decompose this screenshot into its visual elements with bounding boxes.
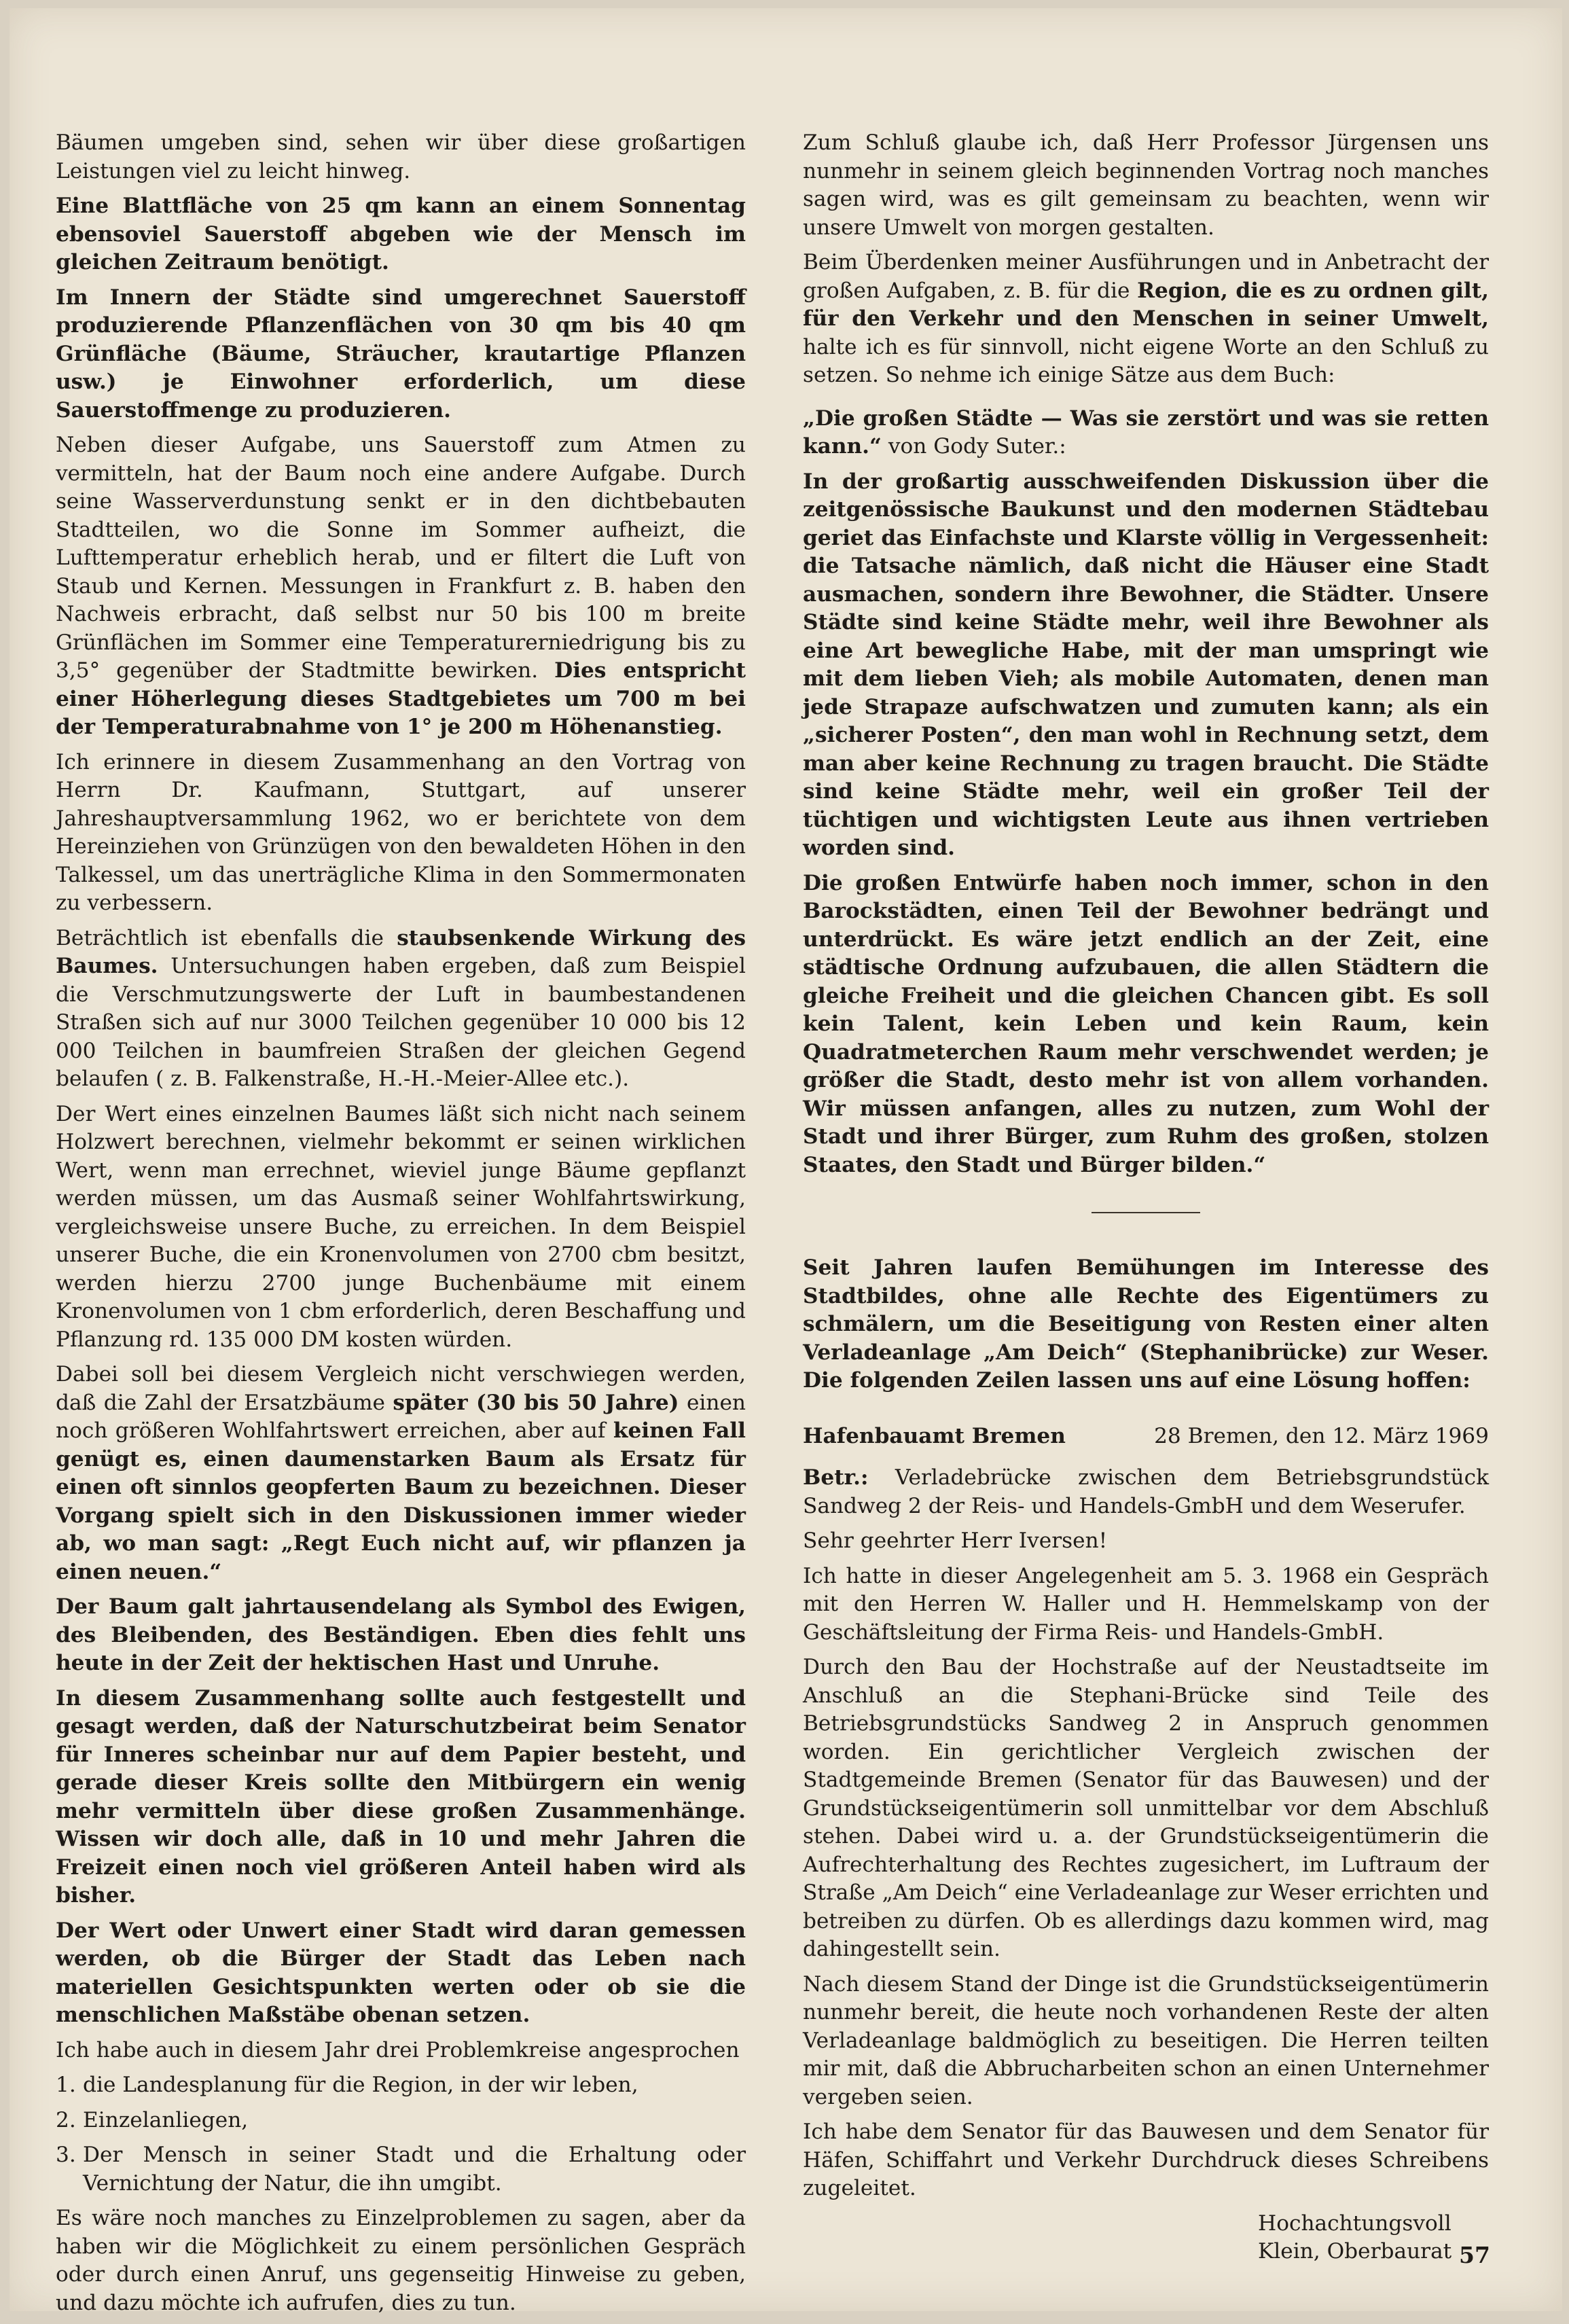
- paragraph: Zum Schluß glaube ich, daß Herr Professor Jürgensen uns nunmehr in seinem gleich beginnenden Vortrag noch manches sagen wird, was es gilt gemeinsam zu beachten, wenn wir unsere Umwelt von morgen gestalten.: [803, 130, 1489, 240]
- paragraph: Der Wert oder Unwert einer Stadt wird daran gemessen werden, ob die Bürger der Stadt das Leben nach materiellen Gesichtspunkten werten oder ob sie die menschlichen Maßstäbe obenan setzen.: [56, 1918, 746, 2027]
- quote-paragraph: In der großartig ausschweifenden Diskussion über die zeitgenössische Baukunst und den modernen Städtebau geriet das Einfachste und Klarste völlig in Vergessenheit: die Tatsache nämlich, daß nicht die Häuser eine Stadt ausmachen, sondern ihre Bewohner, die Städter. Unsere Städte sind keine Städte mehr, weil ihre Bewohner als eine Art bewegliche Habe, mit der man umspringt wie mit dem lieben Vieh; als mobile Automaten, denen man jede Strapaze aufschwatzen und zumuten kann; als ein „sicherer Posten“, den man wohl in Rechnung setzt, dem man aber keine Rechnung zu tragen braucht. Die Städte sind keine Städte mehr, weil ein großer Teil der tüchtigen und wichtigsten Leute aus ihnen vertrieben worden sind.: [803, 469, 1489, 860]
- letter-paragraph: Durch den Bau der Hochstraße auf der Neustadtseite im Anschluß an die Stephani-Brücke sind Teile des Betriebsgrundstücks Sandweg 2 in Anspruch genommen worden. Ein gerichtlicher Vergleich zwischen der Stadtgemeinde Bremen (Senator für das Bauwesen) und der Grundstückseigentümerin soll unmittelbar vor dem Abschluß stehen. Dabei wird u. a. der Grundstückseigentümerin die Aufrechterhaltung des Rechtes zugesichert, im Luftraum der Straße „Am Deich“ eine Verladeanlage zur Weser errichten und betreiben zu dürfen. Ob es allerdings dazu kommen wird, mag dahingestellt sein.: [803, 1655, 1489, 1961]
- signature-name: Klein, Oberbaurat: [1258, 2239, 1452, 2264]
- paragraph: Im Innern der Städte sind umgerechnet Sauerstoff produzierende Pflanzenflächen von 30 qm bis 40 qm Grünfläche (Bäume, Sträucher, krautartige Pflanzen usw.) je Einwohner erforderlich, um diese Sauerstoffmenge zu produzieren.: [56, 285, 746, 423]
- paragraph: In diesem Zusammenhang sollte auch festgestellt und gesagt werden, daß der Naturschutzbeirat beim Senator für Inneres scheinbar nur auf dem Papier besteht, und gerade dieser Kreis sollte den Mitbürgern ein wenig mehr vermitteln über diese großen Zusammenhänge. Wissen wir doch alle, daß in 10 und mehr Jahren die Freizeit einen noch viel größeren Anteil haben wird als bisher.: [56, 1685, 746, 1908]
- letter-intro: Seit Jahren laufen Bemühungen im Interesse des Stadtbildes, ohne alle Rechte des Eigentümers zu schmälern, um die Beseitigung von Resten einer alten Verladeanlage „Am Deich“ (Stephanibrücke) zur Weser. Die folgenden Zeilen lassen uns auf eine Lösung hoffen:: [803, 1255, 1489, 1393]
- problem-list: [56, 2071, 746, 2198]
- letter-subject: Betr.: Verladebrücke zwischen dem Betriebsgrundstück Sandweg 2 der Reis- und Handels-GmbH und dem Weserufer.: [803, 1465, 1489, 1518]
- list-item: 3. Der Mensch in seiner Stadt und die Erhaltung oder Vernichtung der Natur, die ihn umgibt.: [56, 2143, 746, 2196]
- document-page: [10, 8, 1562, 2315]
- right-column: [803, 129, 1489, 2266]
- paragraph: Der Wert eines einzelnen Baumes läßt sich nicht nach seinem Holzwert berechnen, vielmehr bekommt er seinen wirklichen Wert, wenn man errechnet, wieviel junge Bäume gepflanzt werden müssen, um das Ausmaß seiner Wohlfahrtswirkung, vergleichsweise unsere Buche, zu erreichen. In dem Beispiel unserer Buche, die ein Kronenvolumen von 2700 cbm besitzt, werden hierzu 2700 junge Buchenbäume mit einem Kronenvolumen von 1 cbm erforderlich, deren Beschaffung und Pflanzung rd. 135 000 DM kosten würden.: [56, 1101, 746, 1352]
- list-item: 2. Einzelanliegen,: [56, 2107, 249, 2132]
- paragraph: Beim Überdenken meiner Ausführungen und in Anbetracht der großen Aufgaben, z. B. für die Region, die es zu ordnen gilt, für den Verkehr und den Menschen in seiner Umwelt, halte ich es für sinnvoll, nicht eigene Worte an den Schluß zu setzen. So nehme ich einige Sätze aus dem Buch:: [803, 250, 1489, 387]
- letter-sender: Hafenbauamt Bremen: [803, 1423, 1066, 1448]
- left-column: [56, 129, 746, 2324]
- paragraph: Der Baum galt jahrtausendelang als Symbol des Ewigen, des Bleibenden, des Beständigen. Eben dies fehlt uns heute in der Zeit der hektischen Hast und Unruhe.: [56, 1594, 746, 1675]
- page-number: 57: [1459, 2242, 1490, 2268]
- quote-title: „Die großen Städte — Was sie zerstört und was sie retten kann.“ von Gody Suter.:: [803, 406, 1489, 459]
- paragraph: Bäumen umgeben sind, sehen wir über diese großartigen Leistungen viel zu leicht hinweg.: [56, 130, 746, 183]
- letter-header: [803, 1423, 1489, 1451]
- paragraph: Beträchtlich ist ebenfalls die staubsenkende Wirkung des Baumes. Untersuchungen haben ergeben, daß zum Beispiel die Verschmutzungswerte der Luft in baumbestandenen Straßen sich auf nur 3000 Teilchen gegenüber 10 000 bis 12 000 Teilchen in baumfreien Straßen der gleichen Gegend belaufen ( z. B. Falkenstraße, H.-H.-Meier-Allee etc.).: [56, 925, 746, 1091]
- letter-paragraph: Nach diesem Stand der Dinge ist die Grundstückseigentümerin nunmehr bereit, die heute noch vorhandenen Reste der alten Verladeanlage baldmöglich zu beseitigen. Die Herren teilten mir mit, daß die Abbrucharbeiten schon an einen Unternehmer vergeben seien.: [803, 1971, 1489, 2109]
- letter-signature: [1258, 2210, 1489, 2266]
- paragraph: Dabei soll bei diesem Vergleich nicht verschwiegen werden, daß die Zahl der Ersatzbäume später (30 bis 50 Jahre) einen noch größeren Wohlfahrtswert erreichen, aber auf keinen Fall genügt es, einen daumenstarken Baum als Ersatz für einen oft sinnlos geopferten Baum zu bezeichnen. Dieser Vorgang spielt sich in den Diskussionen immer wieder ab, wo man sagt: „Regt Euch nicht auf, wir pflanzen ja einen neuen.“: [56, 1362, 746, 1584]
- paragraph: Eine Blattfläche von 25 qm kann an einem Sonnentag ebensoviel Sauerstoff abgeben wie der Mensch im gleichen Zeitraum benötigt.: [56, 194, 746, 274]
- list-item: 1. die Landesplanung für die Region, in der wir leben,: [56, 2073, 638, 2097]
- paragraph: Ich habe auch in diesem Jahr drei Problemkreise angesprochen: [56, 2037, 740, 2062]
- letter-salutation: Sehr geehrter Herr Iversen!: [803, 1529, 1108, 1553]
- letter-date: 28 Bremen, den 12. März 1969: [1154, 1423, 1489, 1448]
- section-divider: [1092, 1212, 1200, 1213]
- paragraph: Neben dieser Aufgabe, uns Sauerstoff zum Atmen zu vermitteln, hat der Baum noch eine andere Aufgabe. Durch seine Wasserverdunstung senkt er in den dichtbebauten Stadtteilen, wo die Sonne im Sommer aufheizt, die Lufttemperatur erheblich herab, und er filtert die Luft von Staub und Kernen. Messungen in Frankfurt z. B. haben den Nachweis erbracht, daß selbst nur 50 bis 100 m breite Grünflächen im Sommer eine Temperaturerniedrigung bis zu 3,5° gegenüber der Stadtmitte bewirken. Dies entspricht einer Höherlegung dieses Stadtgebietes um 700 m bei der Temperaturabnahme von 1° je 200 m Höhenanstieg.: [56, 433, 746, 739]
- paragraph: Ich erinnere in diesem Zusammenhang an den Vortrag von Herrn Dr. Kaufmann, Stuttgart, auf unserer Jahreshauptversammlung 1962, wo er berichtete von dem Hereinziehen von Grünzügen von den bewaldeten Höhen in den Talkessel, um das unerträgliche Klima in den Sommermonaten zu verbessern.: [56, 749, 746, 915]
- closing: Hochachtungsvoll: [1258, 2211, 1451, 2236]
- quote-paragraph: Die großen Entwürfe haben noch immer, schon in den Barockstädten, einen Teil der Bewohner bedrängt und unterdrückt. Es wäre jetzt endlich an der Zeit, eine städtische Ordnung aufzubauen, die allen Städtern die gleiche Freiheit und die gleichen Chancen gibt. Es soll kein Talent, kein Leben und kein Raum, kein Quadratmeterchen Raum mehr verschwendet werden; je größer die Stadt, desto mehr ist von allem vorhanden. Wir müssen anfangen, alles zu nutzen, zum Wohl der Stadt und ihrer Bürger, zum Ruhm des großen, stolzen Staates, den Stadt und Bürger bilden.“: [803, 870, 1489, 1177]
- letter-paragraph: Ich hatte in dieser Angelegenheit am 5. 3. 1968 ein Gespräch mit den Herren W. Haller und H. Hemmelskamp von der Geschäftsleitung der Firma Reis- und Handels-GmbH.: [803, 1563, 1489, 1645]
- paragraph: Es wäre noch manches zu Einzelproblemen zu sagen, aber da haben wir die Möglichkeit zu einem persönlichen Gespräch oder durch einen Anruf, uns gegenseitig Hinweise zu geben, und dazu möchte ich aufrufen, dies zu tun.: [56, 2206, 746, 2315]
- letter-paragraph: Ich habe dem Senator für das Bauwesen und dem Senator für Häfen, Schiffahrt und Verkehr Durchdruck dieses Schreibens zugeleitet.: [803, 2120, 1489, 2200]
